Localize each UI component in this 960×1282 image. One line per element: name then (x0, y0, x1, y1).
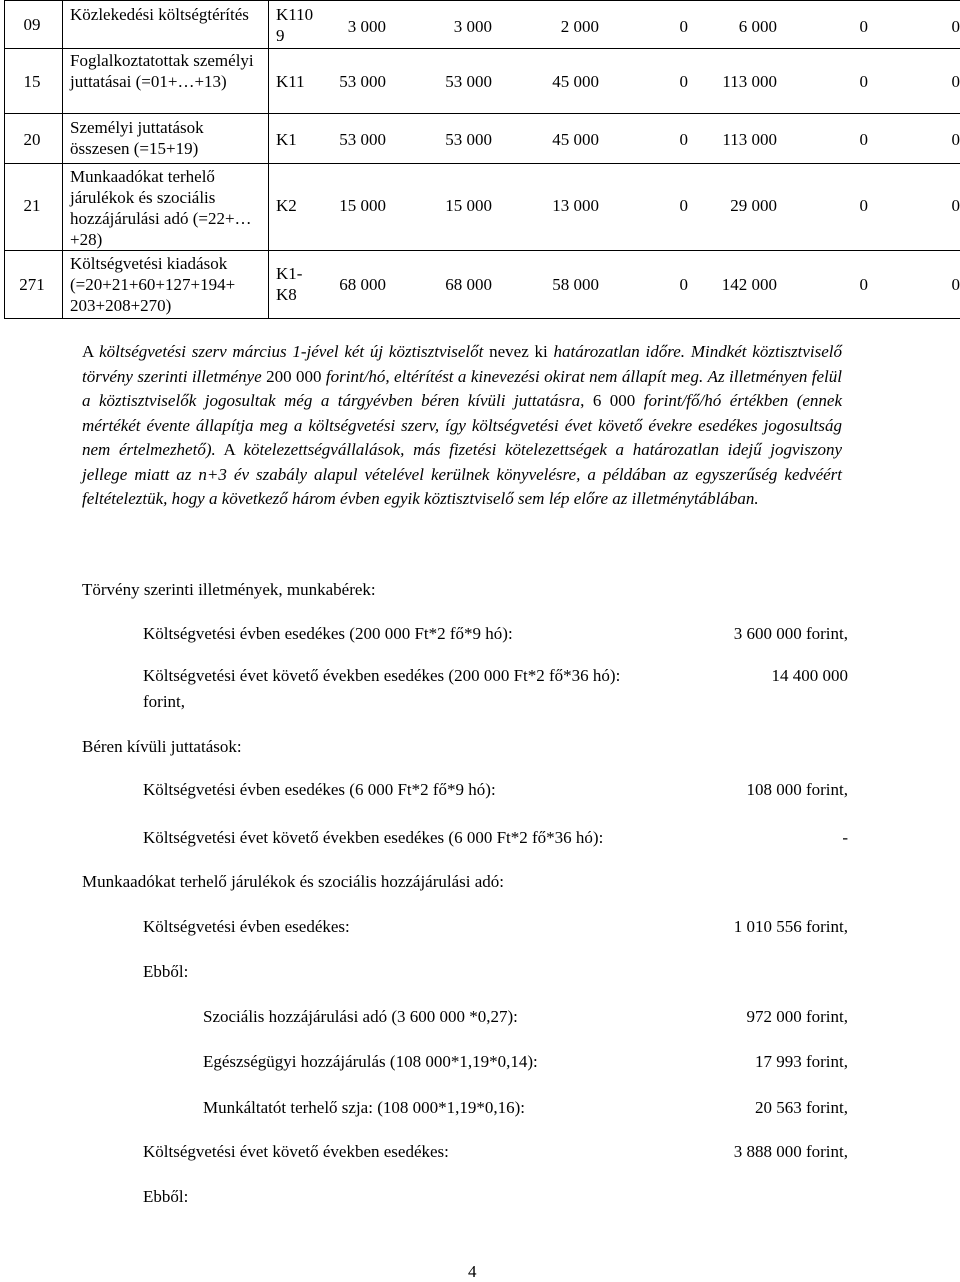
table-cell: 68 000 (445, 274, 492, 295)
benefits-following-amount: - (842, 826, 848, 850)
table-cell: 142 000 (722, 274, 777, 295)
contributions-current-label: Költségvetési évben esedékes: (143, 915, 350, 939)
table-row-code: K11 (276, 71, 316, 92)
table-cell: 0 (860, 274, 869, 295)
benefits-current-amount: 108 000 forint, (746, 778, 848, 802)
ebbol-label: Ebből: (143, 960, 188, 984)
table-row-code: K1-K8 (276, 263, 312, 305)
table-cell: 0 (680, 195, 689, 216)
benefits-following-label: Költségvetési évet követő években esedékes (6 000 Ft*2 fő*36 hó): (143, 826, 603, 850)
health-contribution-amount: 17 993 forint, (755, 1050, 848, 1074)
table-cell: 53 000 (339, 129, 386, 150)
table-row-number: 271 (4, 274, 60, 295)
table-cell: 0 (952, 274, 960, 295)
table-row-description: Közlekedési költségtérítés (70, 4, 266, 25)
salaries-following-amount-cont: forint, (143, 690, 185, 714)
social-tax-amount: 972 000 forint, (746, 1005, 848, 1029)
table-row-number: 20 (4, 129, 60, 150)
salaries-following-label: Költségvetési évet követő években esedékes (200 000 Ft*2 fő*36 hó): (143, 664, 620, 688)
table-cell: 53 000 (339, 71, 386, 92)
table-cell: 58 000 (552, 274, 599, 295)
table-cell: 6 000 (739, 16, 777, 37)
table-row-code: K1 (276, 129, 316, 150)
table-cell: 0 (952, 129, 960, 150)
table-cell: 53 000 (445, 129, 492, 150)
table-cell: 0 (860, 16, 869, 37)
table-row-number: 21 (4, 195, 60, 216)
table-cell: 13 000 (552, 195, 599, 216)
benefits-current-label: Költségvetési évben esedékes (6 000 Ft*2 fő*9 hó): (143, 778, 496, 802)
health-contribution-label: Egészségügyi hozzájárulás (108 000*1,19*0,14): (203, 1050, 538, 1074)
table-cell: 53 000 (445, 71, 492, 92)
page-number: 4 (468, 1262, 477, 1282)
contributions-current-amount: 1 010 556 forint, (734, 915, 848, 939)
salaries-current-amount: 3 600 000 forint, (734, 622, 848, 646)
table-cell: 2 000 (561, 16, 599, 37)
salaries-following-amount: 14 400 000 (772, 664, 849, 688)
social-tax-label: Szociális hozzájárulási adó (3 600 000 *0,27): (203, 1005, 518, 1029)
szja-amount: 20 563 forint, (755, 1096, 848, 1120)
section-heading-salaries: Törvény szerinti illetmények, munkabérek: (82, 578, 376, 602)
section-heading-contributions: Munkaadókat terhelő járulékok és szociális hozzájárulási adó: (82, 870, 504, 894)
ebbol-label: Ebből: (143, 1185, 188, 1209)
table-row-code: K2 (276, 195, 316, 216)
table-cell: 0 (680, 16, 689, 37)
table-cell: 0 (680, 274, 689, 295)
table-row-description: Személyi juttatások összesen (=15+19) (70, 117, 266, 159)
table-row-description: Munkaadókat terhelő járulékok és szociális hozzájárulási adó (=22+…+28) (70, 166, 266, 250)
table-cell: 0 (860, 195, 869, 216)
table-cell: 0 (860, 129, 869, 150)
table-row-number: 09 (4, 14, 60, 35)
table-row-values (334, 71, 960, 101)
table-cell: 15 000 (339, 195, 386, 216)
table-row-code: K110 9 (276, 4, 316, 46)
table-cell: 45 000 (552, 129, 599, 150)
table-row-description: Költségvetési kiadások (=20+21+60+127+194+ 203+208+270) (70, 253, 266, 316)
table-row-values (334, 16, 960, 46)
table-cell: 0 (860, 71, 869, 92)
table-cell: 113 000 (722, 71, 777, 92)
section-heading-benefits: Béren kívüli juttatások: (82, 735, 242, 759)
table-cell: 15 000 (445, 195, 492, 216)
table-row-values (334, 274, 960, 304)
table-cell: 113 000 (722, 129, 777, 150)
table-cell: 0 (952, 71, 960, 92)
table-cell: 68 000 (339, 274, 386, 295)
table-row-values (334, 195, 960, 225)
budget-table (4, 0, 960, 319)
body-paragraph: A költségvetési szerv március 1-jével két új köztisztviselőt nevez ki határozatlan időre. Mindkét köztisztviselő törvény szerinti illetménye 200 000 forint/hó, eltérítést a kinevezési okirat nem állapít meg. Az illetményen felül a köztisztviselők jogosultak még a tárgyévben béren kívüli juttatásra, 6 000 forint/fő/hó értékben (ennek mértékét évente állapítja meg a költségvetési szerv, így költségvetési évet követő évekre esedékes jogosultság nem értelmezhető). A kötelezettségvállalások, más fizetési kötelezettségek a határozatlan idejű jogviszony jellege miatt az n+3 év szabály alapul vételével kerülnek könyvelésre, a példában az egyszerűség kedvéért feltételeztük, hogy a következő három évben egyik köztisztviselő sem lép előre az illetménytáblában. (82, 340, 842, 512)
table-row-description: Foglalkoztatottak személyi juttatásai (=01+…+13) (70, 50, 266, 92)
table-cell: 0 (680, 129, 689, 150)
salaries-current-label: Költségvetési évben esedékes (200 000 Ft*2 fő*9 hó): (143, 622, 513, 646)
table-cell: 3 000 (454, 16, 492, 37)
table-cell: 3 000 (348, 16, 386, 37)
contributions-following-label: Költségvetési évet követő években esedékes: (143, 1140, 449, 1164)
contributions-following-amount: 3 888 000 forint, (734, 1140, 848, 1164)
szja-label: Munkáltatót terhelő szja: (108 000*1,19*0,16): (203, 1096, 525, 1120)
table-cell: 0 (952, 16, 960, 37)
table-cell: 29 000 (730, 195, 777, 216)
table-cell: 0 (952, 195, 960, 216)
table-row-values (334, 129, 960, 159)
table-row-number: 15 (4, 71, 60, 92)
table-cell: 0 (680, 71, 689, 92)
table-cell: 45 000 (552, 71, 599, 92)
